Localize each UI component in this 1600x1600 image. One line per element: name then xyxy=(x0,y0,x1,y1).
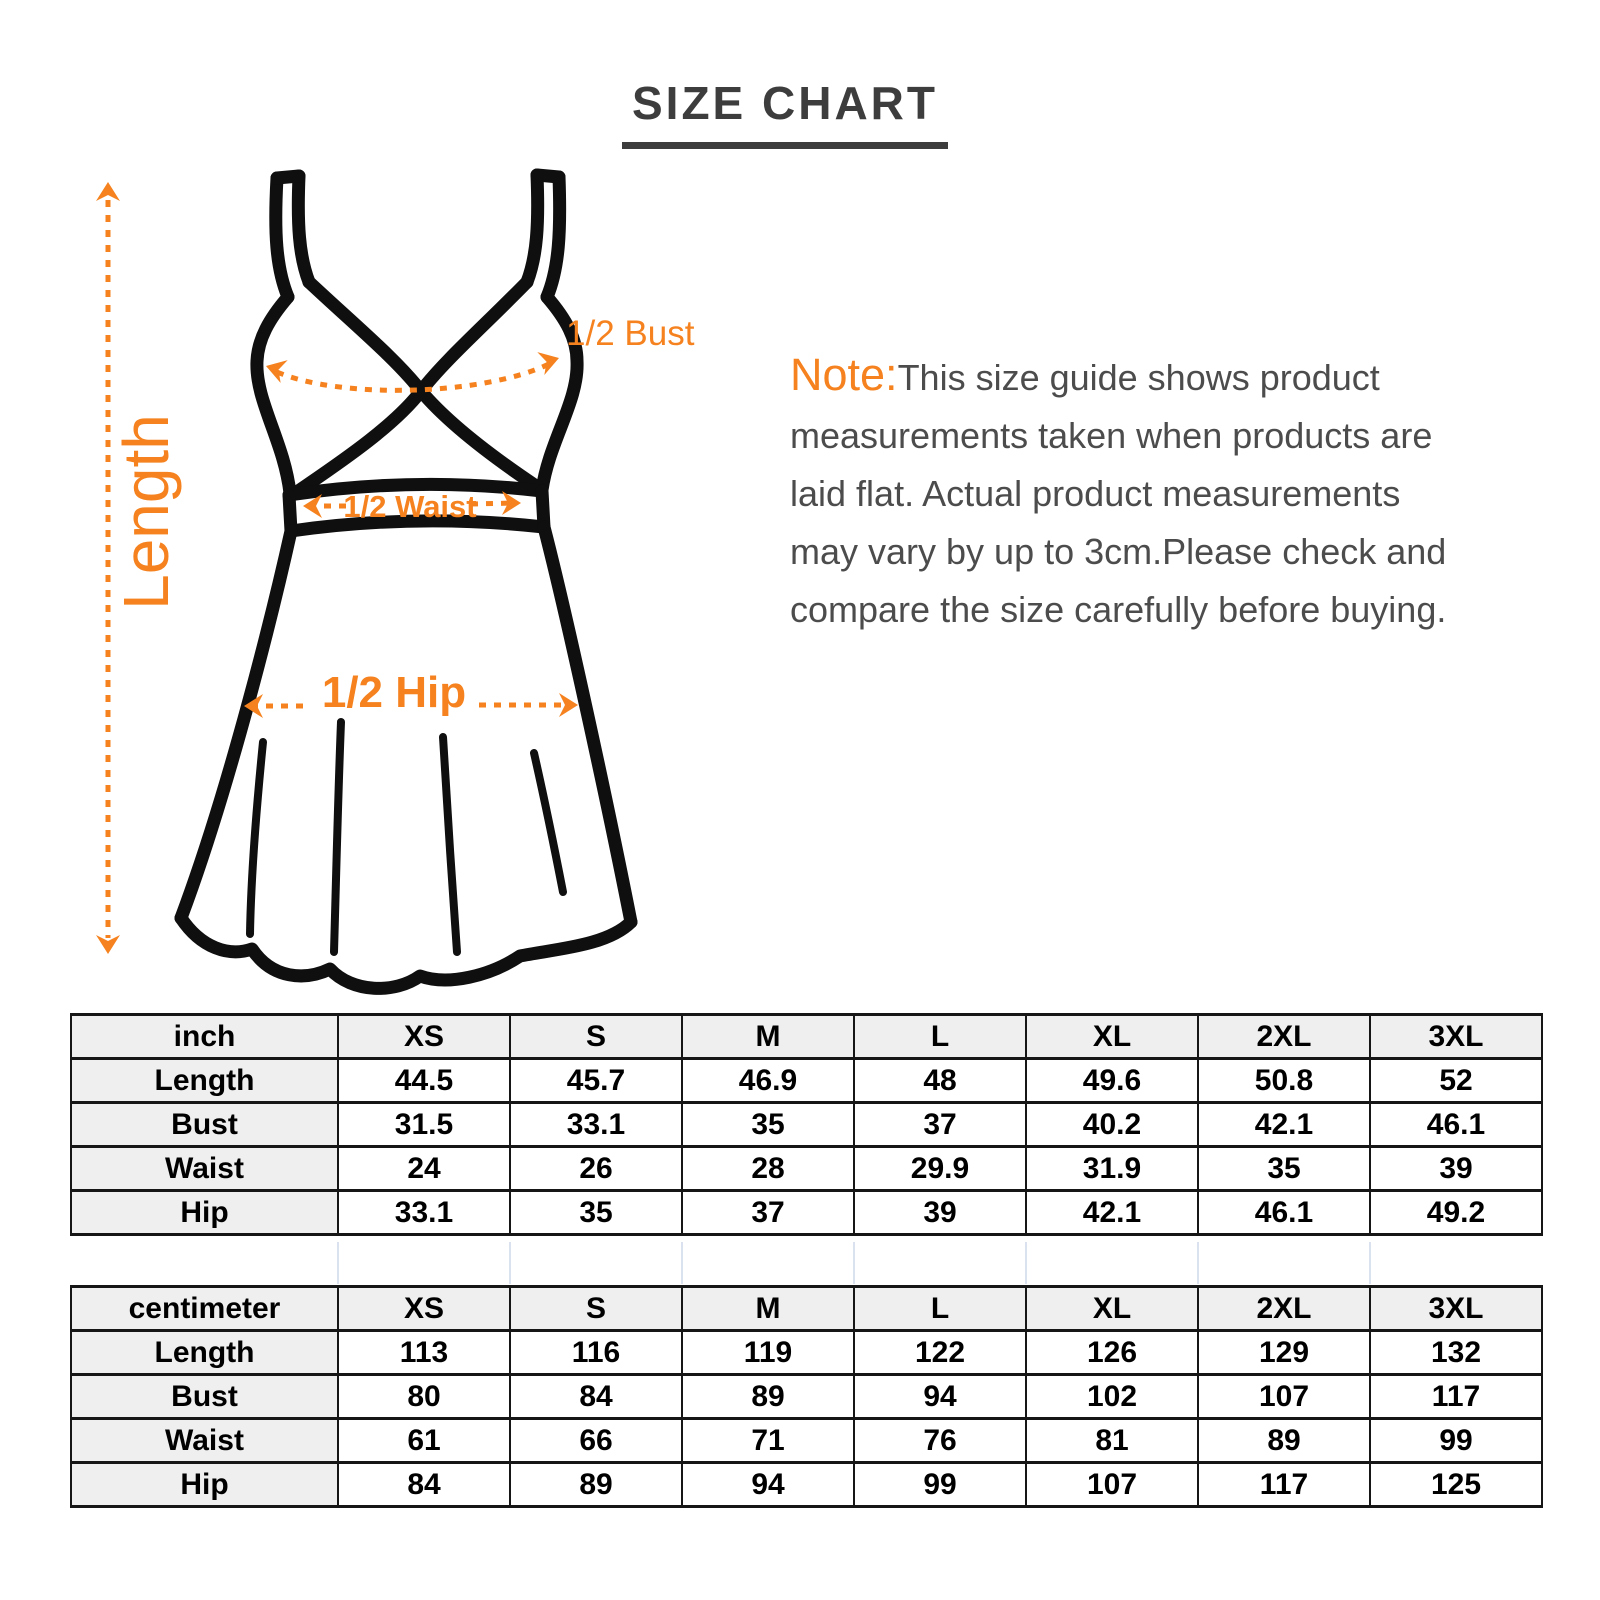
value-cell: 42.1 xyxy=(1026,1191,1198,1235)
bust-arrowhead-left xyxy=(262,355,287,384)
dress-illustration xyxy=(55,148,795,1018)
value-cell: 37 xyxy=(854,1103,1026,1147)
value-cell: 122 xyxy=(854,1331,1026,1375)
value-cell: 39 xyxy=(854,1191,1026,1235)
bust-label: 1/2 Bust xyxy=(566,314,695,353)
gap-gridline xyxy=(1369,1242,1371,1284)
value-cell: 37 xyxy=(682,1191,854,1235)
value-cell: 35 xyxy=(682,1103,854,1147)
note-text xyxy=(790,346,1530,639)
note-line-text: This size guide shows product xyxy=(897,357,1380,398)
value-cell: 46.9 xyxy=(682,1059,854,1103)
hip-arrowhead-right xyxy=(559,693,578,717)
value-cell: 52 xyxy=(1370,1059,1542,1103)
value-cell: 48 xyxy=(854,1059,1026,1103)
note-line: measurements taken when products are xyxy=(790,415,1433,456)
value-cell: 89 xyxy=(682,1375,854,1419)
value-cell: 129 xyxy=(1198,1331,1370,1375)
row-label-cell: Bust xyxy=(71,1375,338,1419)
value-cell: 107 xyxy=(1198,1375,1370,1419)
size-header-cell: XL xyxy=(1026,1287,1198,1331)
value-cell: 61 xyxy=(338,1419,510,1463)
skirt-pleats xyxy=(250,722,563,952)
value-cell: 24 xyxy=(338,1147,510,1191)
unit-header-cell: inch xyxy=(71,1015,338,1059)
value-cell: 26 xyxy=(510,1147,682,1191)
size-header-cell: M xyxy=(682,1287,854,1331)
value-cell: 119 xyxy=(682,1331,854,1375)
note-line: compare the size carefully before buying. xyxy=(790,589,1447,630)
value-cell: 94 xyxy=(854,1375,1026,1419)
value-cell: 44.5 xyxy=(338,1059,510,1103)
value-cell: 31.5 xyxy=(338,1103,510,1147)
value-cell: 33.1 xyxy=(510,1103,682,1147)
size-header-cell: L xyxy=(854,1015,1026,1059)
row-label-cell: Length xyxy=(71,1331,338,1375)
left-strap-tip xyxy=(277,176,299,178)
table-row xyxy=(71,1147,1542,1191)
row-label-cell: Waist xyxy=(71,1419,338,1463)
value-cell: 94 xyxy=(682,1463,854,1507)
value-cell: 116 xyxy=(510,1331,682,1375)
hip-label: 1/2 Hip xyxy=(321,668,467,717)
table-header-row xyxy=(71,1287,1542,1331)
right-strap-inner xyxy=(527,175,538,282)
gap-gridline xyxy=(1197,1242,1199,1284)
bust-arrowhead-right xyxy=(537,347,562,376)
value-cell: 76 xyxy=(854,1419,1026,1463)
table-row xyxy=(71,1191,1542,1235)
value-cell: 49.2 xyxy=(1370,1191,1542,1235)
note-label: Note: xyxy=(790,349,898,400)
size-header-cell: 2XL xyxy=(1198,1287,1370,1331)
table-row xyxy=(71,1375,1542,1419)
row-label-cell: Waist xyxy=(71,1147,338,1191)
value-cell: 66 xyxy=(510,1419,682,1463)
value-cell: 45.7 xyxy=(510,1059,682,1103)
value-cell: 81 xyxy=(1026,1419,1198,1463)
value-cell: 46.1 xyxy=(1370,1103,1542,1147)
size-header-cell: XS xyxy=(338,1015,510,1059)
note-line xyxy=(790,346,1530,407)
dress-outline xyxy=(181,175,631,988)
value-cell: 102 xyxy=(1026,1375,1198,1419)
value-cell: 40.2 xyxy=(1026,1103,1198,1147)
value-cell: 35 xyxy=(1198,1147,1370,1191)
pleat-line xyxy=(250,742,263,934)
value-cell: 42.1 xyxy=(1198,1103,1370,1147)
left-strap-inner xyxy=(298,176,309,282)
value-cell: 29.9 xyxy=(854,1147,1026,1191)
note-line: laid flat. Actual product measurements xyxy=(790,473,1401,514)
value-cell: 117 xyxy=(1370,1375,1542,1419)
row-label-cell: Bust xyxy=(71,1103,338,1147)
left-strap xyxy=(276,178,288,297)
size-header-cell: M xyxy=(682,1015,854,1059)
table-row xyxy=(71,1331,1542,1375)
value-cell: 84 xyxy=(510,1375,682,1419)
table-row xyxy=(71,1463,1542,1507)
size-header-cell: XS xyxy=(338,1287,510,1331)
skirt-left-edge xyxy=(181,531,291,918)
size-header-cell: XL xyxy=(1026,1015,1198,1059)
bodice-left-side xyxy=(257,297,290,493)
gap-gridline xyxy=(509,1242,511,1284)
value-cell: 49.6 xyxy=(1026,1059,1198,1103)
note-line: may vary by up to 3cm.Please check and xyxy=(790,531,1447,572)
size-table-inch xyxy=(70,1013,1543,1236)
size-header-cell: S xyxy=(510,1287,682,1331)
size-table-centimeter xyxy=(70,1285,1543,1508)
value-cell: 80 xyxy=(338,1375,510,1419)
value-cell: 99 xyxy=(1370,1419,1542,1463)
value-cell: 125 xyxy=(1370,1463,1542,1507)
value-cell: 35 xyxy=(510,1191,682,1235)
size-header-cell: S xyxy=(510,1015,682,1059)
row-label-cell: Hip xyxy=(71,1463,338,1507)
size-header-cell: 2XL xyxy=(1198,1015,1370,1059)
unit-header-cell: centimeter xyxy=(71,1287,338,1331)
table-row xyxy=(71,1059,1542,1103)
value-cell: 39 xyxy=(1370,1147,1542,1191)
gap-gridline xyxy=(853,1242,855,1284)
value-cell: 89 xyxy=(510,1463,682,1507)
row-label-cell: Hip xyxy=(71,1191,338,1235)
table-header-row xyxy=(71,1015,1542,1059)
gap-gridline xyxy=(337,1242,339,1284)
value-cell: 46.1 xyxy=(1198,1191,1370,1235)
size-header-cell: L xyxy=(854,1287,1026,1331)
value-cell: 50.8 xyxy=(1198,1059,1370,1103)
waist-label: 1/2 Waist xyxy=(343,489,477,524)
table-row xyxy=(71,1103,1542,1147)
value-cell: 132 xyxy=(1370,1331,1542,1375)
value-cell: 71 xyxy=(682,1419,854,1463)
value-cell: 89 xyxy=(1198,1419,1370,1463)
right-strap-tip xyxy=(537,175,559,177)
page-title: SIZE CHART xyxy=(622,76,948,149)
table-gap xyxy=(70,1242,1541,1284)
pleat-line xyxy=(534,753,563,892)
table-row xyxy=(71,1419,1542,1463)
value-cell: 99 xyxy=(854,1463,1026,1507)
right-strap xyxy=(547,177,560,297)
length-label: Length xyxy=(110,414,182,610)
gap-gridline xyxy=(681,1242,683,1284)
size-header-cell: 3XL xyxy=(1370,1015,1542,1059)
value-cell: 113 xyxy=(338,1331,510,1375)
title-wrap xyxy=(0,76,1570,149)
value-cell: 126 xyxy=(1026,1331,1198,1375)
length-arrowhead-top xyxy=(96,182,120,201)
pleat-line xyxy=(443,737,457,952)
value-cell: 107 xyxy=(1026,1463,1198,1507)
value-cell: 28 xyxy=(682,1147,854,1191)
gap-gridline xyxy=(1025,1242,1027,1284)
value-cell: 117 xyxy=(1198,1463,1370,1507)
pleat-line xyxy=(334,722,341,952)
value-cell: 84 xyxy=(338,1463,510,1507)
value-cell: 33.1 xyxy=(338,1191,510,1235)
row-label-cell: Length xyxy=(71,1059,338,1103)
size-header-cell: 3XL xyxy=(1370,1287,1542,1331)
value-cell: 31.9 xyxy=(1026,1147,1198,1191)
